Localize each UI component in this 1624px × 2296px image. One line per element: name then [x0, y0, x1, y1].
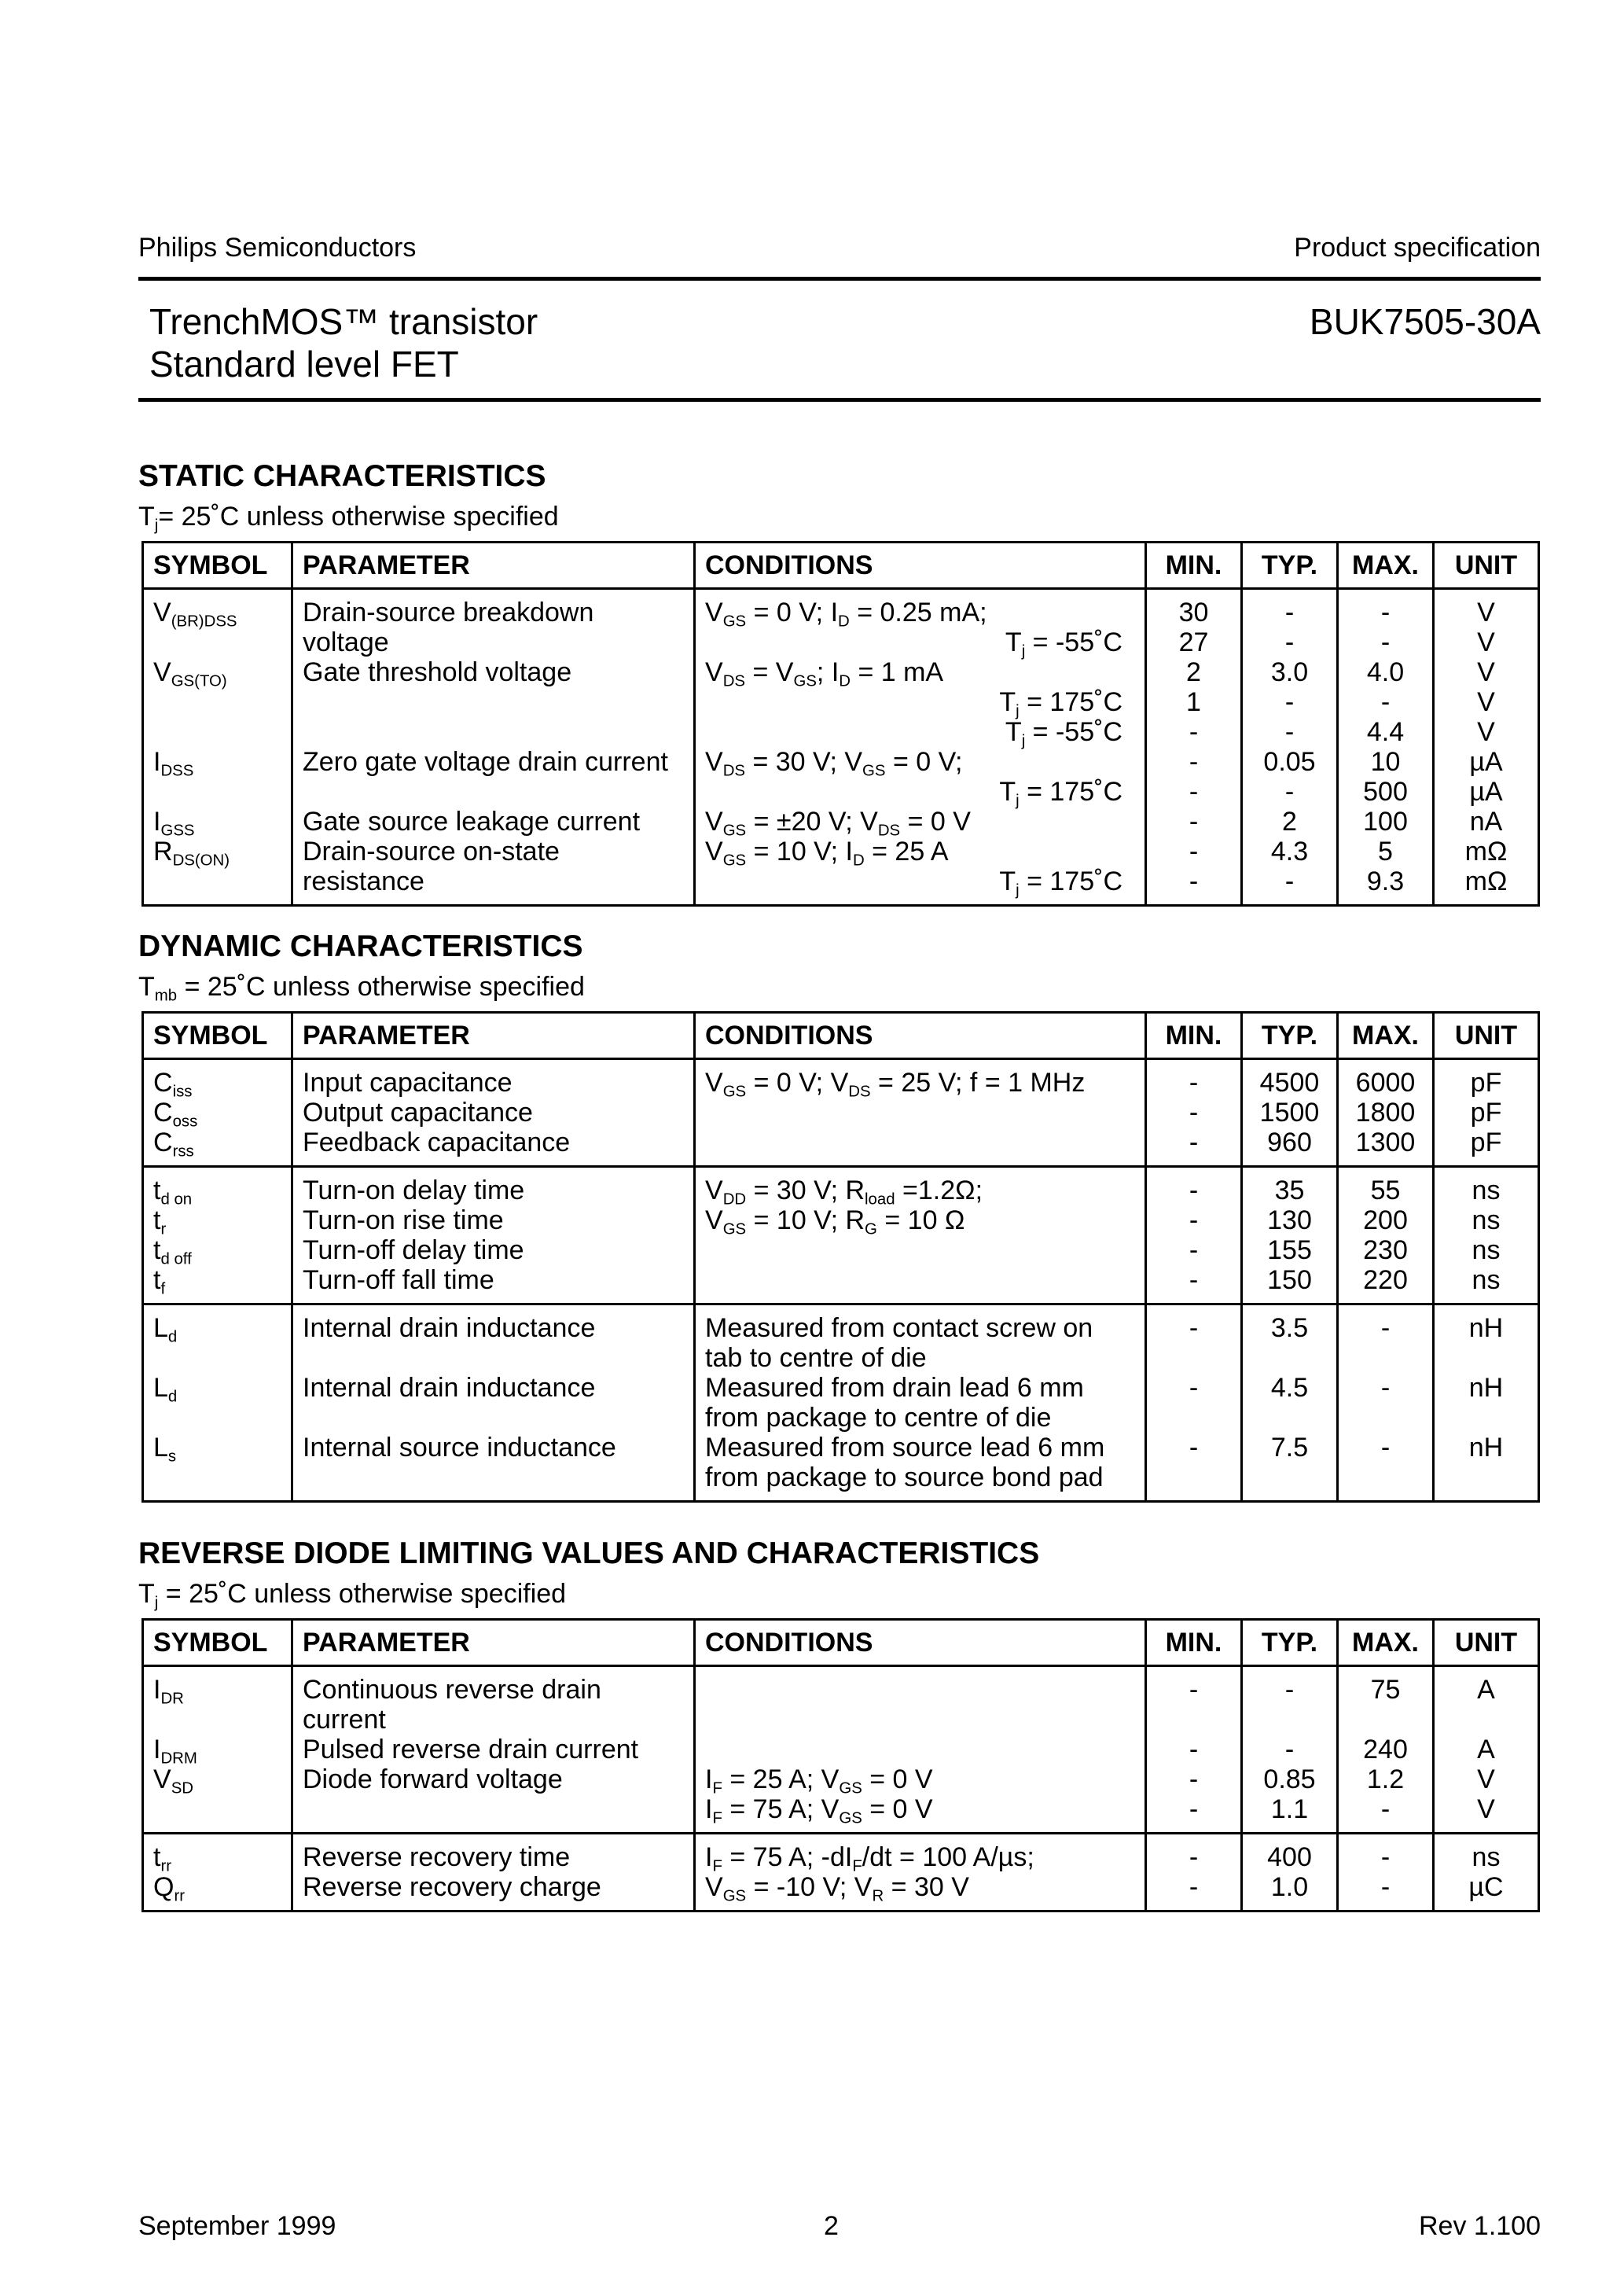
- conditions-cell: $I_F = 75$ A; $V_{GS} = 0$ V: [695, 1794, 1146, 1834]
- min-cell: -: [1146, 777, 1242, 807]
- conditions-cell: from package to source bond pad: [695, 1463, 1146, 1502]
- unit-cell: mΩ: [1434, 837, 1539, 867]
- typ-cell: [1242, 1705, 1338, 1735]
- table-row: [143, 1205, 1539, 1235]
- table-row: [143, 1167, 1539, 1206]
- max-cell: 75: [1338, 1666, 1434, 1705]
- static-section-title: STATIC CHARACTERISTICS: [138, 459, 546, 493]
- unit-cell: [1434, 1403, 1539, 1433]
- min-cell: -: [1146, 867, 1242, 906]
- symbol-cell: $V_{SD}$: [143, 1764, 292, 1794]
- col-symbol: SYMBOL: [143, 1620, 292, 1666]
- table-row: [143, 1304, 1539, 1344]
- typ-cell: 4500: [1242, 1059, 1338, 1098]
- symbol-cell: $L_d$: [143, 1304, 292, 1344]
- min-cell: -: [1146, 1794, 1242, 1834]
- symbol-cell: $I_{DRM}$: [143, 1735, 292, 1764]
- parameter-cell: Reverse recovery charge: [292, 1872, 695, 1911]
- symbol-cell: [143, 717, 292, 747]
- parameter-cell: Feedback capacitance: [292, 1128, 695, 1167]
- parameter-cell: resistance: [292, 867, 695, 906]
- diode-section-title: REVERSE DIODE LIMITING VALUES AND CHARACTERISTICS: [138, 1536, 1040, 1570]
- parameter-cell: Internal drain inductance: [292, 1304, 695, 1344]
- table-header-row: [143, 543, 1539, 589]
- max-cell: [1338, 1463, 1434, 1502]
- parameter-cell: Output capacitance: [292, 1098, 695, 1128]
- symbol-cell: $I_{DR}$: [143, 1666, 292, 1705]
- table-row: [143, 777, 1539, 807]
- unit-cell: mΩ: [1434, 867, 1539, 906]
- min-cell: -: [1146, 837, 1242, 867]
- unit-cell: nH: [1434, 1304, 1539, 1344]
- min-cell: -: [1146, 1205, 1242, 1235]
- footer-revision: Rev 1.100: [1419, 2211, 1541, 2241]
- unit-cell: ns: [1434, 1834, 1539, 1873]
- table-row: [143, 717, 1539, 747]
- symbol-cell: [143, 777, 292, 807]
- table-row: [143, 1235, 1539, 1265]
- max-cell: 9.3: [1338, 867, 1434, 906]
- table-row: [143, 1794, 1539, 1834]
- conditions-cell: $I_F = 75$ A; $-dI_F/dt = 100$ A/µs;: [695, 1834, 1146, 1873]
- unit-cell: [1434, 1463, 1539, 1502]
- min-cell: -: [1146, 1373, 1242, 1403]
- diode-note: $T_j$ = 25˚C unless otherwise specified: [138, 1579, 567, 1612]
- col-typ: TYP.: [1242, 1013, 1338, 1059]
- min-cell: [1146, 1705, 1242, 1735]
- unit-cell: V: [1434, 687, 1539, 717]
- parameter-cell: [292, 1403, 695, 1433]
- conditions-cell: from package to centre of die: [695, 1403, 1146, 1433]
- dynamic-note-text: = 25˚C unless otherwise specified: [184, 972, 585, 1002]
- table-row: [143, 1098, 1539, 1128]
- conditions-cell: $T_j$ = 175˚C: [695, 777, 1146, 807]
- unit-cell: V: [1434, 657, 1539, 687]
- min-cell: -: [1146, 1666, 1242, 1705]
- max-cell: 240: [1338, 1735, 1434, 1764]
- symbol-cell: $C_{rss}$: [143, 1128, 292, 1167]
- parameter-cell: [292, 1463, 695, 1502]
- dynamic-note: $T_{mb}$ = 25˚C unless otherwise specified: [138, 972, 585, 1005]
- table-row: [143, 1834, 1539, 1873]
- unit-cell: V: [1434, 589, 1539, 628]
- typ-cell: 1.1: [1242, 1794, 1338, 1834]
- unit-cell: V: [1434, 1764, 1539, 1794]
- max-cell: 5: [1338, 837, 1434, 867]
- min-cell: -: [1146, 1098, 1242, 1128]
- unit-cell: A: [1434, 1735, 1539, 1764]
- document-type: Product specification: [1294, 233, 1541, 263]
- conditions-cell: $V_{GS} = \pm 20$ V; $V_{DS} = 0$ V: [695, 807, 1146, 837]
- max-cell: 1300: [1338, 1128, 1434, 1167]
- max-cell: -: [1338, 1433, 1434, 1463]
- conditions-cell: [695, 1735, 1146, 1764]
- table-row: [143, 1373, 1539, 1403]
- max-cell: [1338, 1403, 1434, 1433]
- typ-cell: 155: [1242, 1235, 1338, 1265]
- parameter-cell: Turn-off delay time: [292, 1235, 695, 1265]
- page-number: 2: [824, 2211, 839, 2241]
- typ-cell: 3.5: [1242, 1304, 1338, 1344]
- typ-cell: 0.05: [1242, 747, 1338, 777]
- dynamic-characteristics-table: [141, 1011, 1540, 1503]
- unit-cell: [1434, 1705, 1539, 1735]
- conditions-cell: $I_F = 25$ A; $V_{GS} = 0$ V: [695, 1764, 1146, 1794]
- conditions-cell: Measured from drain lead 6 mm: [695, 1373, 1146, 1403]
- symbol-cell: [143, 627, 292, 657]
- table-row: [143, 1735, 1539, 1764]
- unit-cell: ns: [1434, 1235, 1539, 1265]
- parameter-cell: Turn-off fall time: [292, 1265, 695, 1304]
- parameter-cell: Drain-source on-state: [292, 837, 695, 867]
- max-cell: 220: [1338, 1265, 1434, 1304]
- title-line-2: Standard level FET: [149, 344, 459, 385]
- max-cell: 1800: [1338, 1098, 1434, 1128]
- symbol-cell: $t_r$: [143, 1205, 292, 1235]
- min-cell: -: [1146, 1834, 1242, 1873]
- col-unit: UNIT: [1434, 1013, 1539, 1059]
- table-row: [143, 687, 1539, 717]
- max-cell: [1338, 1705, 1434, 1735]
- parameter-cell: Zero gate voltage drain current: [292, 747, 695, 777]
- table-row: [143, 837, 1539, 867]
- unit-cell: nH: [1434, 1373, 1539, 1403]
- conditions-cell: $V_{GS} = 0$ V; $I_D = 0.25$ mA;: [695, 589, 1146, 628]
- conditions-cell: [695, 1235, 1146, 1265]
- unit-cell: µA: [1434, 777, 1539, 807]
- typ-cell: 400: [1242, 1834, 1338, 1873]
- col-min: MIN.: [1146, 543, 1242, 589]
- table-row: [143, 589, 1539, 628]
- col-typ: TYP.: [1242, 1620, 1338, 1666]
- table-row: [143, 1128, 1539, 1167]
- min-cell: -: [1146, 1433, 1242, 1463]
- max-cell: -: [1338, 1872, 1434, 1911]
- max-cell: -: [1338, 627, 1434, 657]
- unit-cell: V: [1434, 1794, 1539, 1834]
- parameter-cell: Diode forward voltage: [292, 1764, 695, 1794]
- min-cell: 1: [1146, 687, 1242, 717]
- unit-cell: V: [1434, 627, 1539, 657]
- typ-cell: -: [1242, 589, 1338, 628]
- table-row: [143, 747, 1539, 777]
- max-cell: 200: [1338, 1205, 1434, 1235]
- parameter-cell: voltage: [292, 627, 695, 657]
- max-cell: -: [1338, 589, 1434, 628]
- static-note-text: = 25˚C unless otherwise specified: [158, 502, 559, 532]
- reverse-diode-table: [141, 1618, 1540, 1912]
- min-cell: 2: [1146, 657, 1242, 687]
- typ-cell: 0.85: [1242, 1764, 1338, 1794]
- parameter-cell: Drain-source breakdown: [292, 589, 695, 628]
- max-cell: 1.2: [1338, 1764, 1434, 1794]
- typ-cell: 960: [1242, 1128, 1338, 1167]
- symbol-cell: $C_{iss}$: [143, 1059, 292, 1098]
- conditions-cell: [695, 1666, 1146, 1705]
- col-unit: UNIT: [1434, 543, 1539, 589]
- unit-cell: ns: [1434, 1265, 1539, 1304]
- part-number: BUK7505-30A: [1309, 301, 1541, 342]
- conditions-cell: $V_{GS} = -10$ V; $V_R = 30$ V: [695, 1872, 1146, 1911]
- unit-cell: pF: [1434, 1098, 1539, 1128]
- typ-cell: [1242, 1403, 1338, 1433]
- typ-cell: 35: [1242, 1167, 1338, 1206]
- table-row: [143, 1872, 1539, 1911]
- symbol-cell: $Q_{rr}$: [143, 1872, 292, 1911]
- symbol-cell: [143, 1705, 292, 1735]
- typ-cell: -: [1242, 627, 1338, 657]
- symbol-cell: [143, 1794, 292, 1834]
- table-header-row: [143, 1013, 1539, 1059]
- conditions-cell: Measured from contact screw on: [695, 1304, 1146, 1344]
- max-cell: -: [1338, 1373, 1434, 1403]
- typ-cell: 130: [1242, 1205, 1338, 1235]
- unit-cell: ns: [1434, 1167, 1539, 1206]
- min-cell: -: [1146, 1167, 1242, 1206]
- max-cell: [1338, 1343, 1434, 1373]
- parameter-cell: Gate source leakage current: [292, 807, 695, 837]
- col-min: MIN.: [1146, 1620, 1242, 1666]
- min-cell: -: [1146, 717, 1242, 747]
- min-cell: [1146, 1343, 1242, 1373]
- min-cell: -: [1146, 1059, 1242, 1098]
- parameter-cell: Reverse recovery time: [292, 1834, 695, 1873]
- min-cell: [1146, 1403, 1242, 1433]
- table-row: [143, 1666, 1539, 1705]
- unit-cell: µC: [1434, 1872, 1539, 1911]
- min-cell: 30: [1146, 589, 1242, 628]
- diode-note-text: = 25˚C unless otherwise specified: [165, 1579, 567, 1609]
- conditions-cell: [695, 1128, 1146, 1167]
- max-cell: 100: [1338, 807, 1434, 837]
- table-header-row: [143, 1620, 1539, 1666]
- parameter-cell: Internal drain inductance: [292, 1373, 695, 1403]
- typ-cell: 7.5: [1242, 1433, 1338, 1463]
- parameter-cell: [292, 1343, 695, 1373]
- max-cell: 500: [1338, 777, 1434, 807]
- typ-cell: -: [1242, 687, 1338, 717]
- conditions-cell: tab to centre of die: [695, 1343, 1146, 1373]
- typ-cell: -: [1242, 777, 1338, 807]
- symbol-cell: $t_{d off}$: [143, 1235, 292, 1265]
- col-conditions: CONDITIONS: [695, 1620, 1146, 1666]
- min-cell: -: [1146, 1235, 1242, 1265]
- symbol-cell: [143, 1403, 292, 1433]
- symbol-cell: $L_d$: [143, 1373, 292, 1403]
- parameter-cell: Continuous reverse drain: [292, 1666, 695, 1705]
- symbol-cell: [143, 1463, 292, 1502]
- min-cell: -: [1146, 1735, 1242, 1764]
- parameter-cell: Internal source inductance: [292, 1433, 695, 1463]
- min-cell: -: [1146, 1265, 1242, 1304]
- symbol-cell: [143, 1343, 292, 1373]
- table-row: [143, 1705, 1539, 1735]
- typ-cell: 3.0: [1242, 657, 1338, 687]
- parameter-cell: [292, 1794, 695, 1834]
- conditions-cell: $T_j$ = -55˚C: [695, 627, 1146, 657]
- header-rule: [138, 277, 1541, 281]
- col-typ: TYP.: [1242, 543, 1338, 589]
- symbol-cell: $t_{d on}$: [143, 1167, 292, 1206]
- unit-cell: µA: [1434, 747, 1539, 777]
- typ-cell: 150: [1242, 1265, 1338, 1304]
- unit-cell: pF: [1434, 1128, 1539, 1167]
- table-row: [143, 807, 1539, 837]
- table-row: [143, 867, 1539, 906]
- parameter-cell: [292, 717, 695, 747]
- max-cell: -: [1338, 687, 1434, 717]
- parameter-cell: Gate threshold voltage: [292, 657, 695, 687]
- symbol-cell: $V_{GS(TO)}$: [143, 657, 292, 687]
- conditions-cell: $V_{DD} = 30$ V; $R_{load} =1.2\Omega$;: [695, 1167, 1146, 1206]
- typ-cell: [1242, 1463, 1338, 1502]
- table-row: [143, 657, 1539, 687]
- parameter-cell: [292, 777, 695, 807]
- symbol-cell: $C_{oss}$: [143, 1098, 292, 1128]
- typ-cell: -: [1242, 717, 1338, 747]
- conditions-cell: [695, 1705, 1146, 1735]
- table-row: [143, 1343, 1539, 1373]
- symbol-cell: $I_{DSS}$: [143, 747, 292, 777]
- max-cell: -: [1338, 1304, 1434, 1344]
- typ-cell: 1.0: [1242, 1872, 1338, 1911]
- typ-cell: -: [1242, 1735, 1338, 1764]
- symbol-cell: $L_s$: [143, 1433, 292, 1463]
- unit-cell: nH: [1434, 1433, 1539, 1463]
- parameter-cell: current: [292, 1705, 695, 1735]
- footer-date: September 1999: [138, 2211, 336, 2241]
- max-cell: 4.0: [1338, 657, 1434, 687]
- unit-cell: [1434, 1343, 1539, 1373]
- table-row: [143, 1265, 1539, 1304]
- symbol-cell: $V_{(BR)DSS}$: [143, 589, 292, 628]
- col-max: MAX.: [1338, 543, 1434, 589]
- typ-cell: 2: [1242, 807, 1338, 837]
- col-min: MIN.: [1146, 1013, 1242, 1059]
- symbol-cell: [143, 687, 292, 717]
- min-cell: -: [1146, 807, 1242, 837]
- typ-cell: -: [1242, 867, 1338, 906]
- company-name: Philips Semiconductors: [138, 233, 417, 263]
- conditions-cell: [695, 1265, 1146, 1304]
- min-cell: -: [1146, 1872, 1242, 1911]
- max-cell: 10: [1338, 747, 1434, 777]
- unit-cell: nA: [1434, 807, 1539, 837]
- min-cell: -: [1146, 1128, 1242, 1167]
- conditions-cell: $V_{GS} = 10$ V; $R_G = 10$ Ω: [695, 1205, 1146, 1235]
- col-conditions: CONDITIONS: [695, 1013, 1146, 1059]
- table-row: [143, 1463, 1539, 1502]
- conditions-cell: $V_{GS} = 10$ V; $I_D = 25$ A: [695, 837, 1146, 867]
- unit-cell: pF: [1434, 1059, 1539, 1098]
- unit-cell: A: [1434, 1666, 1539, 1705]
- parameter-cell: Turn-on delay time: [292, 1167, 695, 1206]
- col-parameter: PARAMETER: [292, 1620, 695, 1666]
- symbol-cell: $R_{DS(ON)}$: [143, 837, 292, 867]
- max-cell: 230: [1338, 1235, 1434, 1265]
- conditions-cell: $V_{DS} = 30$ V; $V_{GS} = 0$ V;: [695, 747, 1146, 777]
- conditions-cell: $T_j$ = 175˚C: [695, 867, 1146, 906]
- title-line-1: TrenchMOS™ transistor: [149, 301, 538, 342]
- col-max: MAX.: [1338, 1620, 1434, 1666]
- min-cell: 27: [1146, 627, 1242, 657]
- table-row: [143, 627, 1539, 657]
- min-cell: -: [1146, 1304, 1242, 1344]
- parameter-cell: Pulsed reverse drain current: [292, 1735, 695, 1764]
- table-row: [143, 1433, 1539, 1463]
- max-cell: -: [1338, 1794, 1434, 1834]
- symbol-cell: $t_f$: [143, 1265, 292, 1304]
- max-cell: 55: [1338, 1167, 1434, 1206]
- typ-cell: 4.5: [1242, 1373, 1338, 1403]
- col-parameter: PARAMETER: [292, 543, 695, 589]
- conditions-cell: $V_{DS} = V_{GS}$; $I_D = 1$ mA: [695, 657, 1146, 687]
- min-cell: [1146, 1463, 1242, 1502]
- max-cell: -: [1338, 1834, 1434, 1873]
- typ-cell: 4.3: [1242, 837, 1338, 867]
- table-row: [143, 1059, 1539, 1098]
- parameter-cell: Turn-on rise time: [292, 1205, 695, 1235]
- typ-cell: -: [1242, 1666, 1338, 1705]
- col-symbol: SYMBOL: [143, 543, 292, 589]
- symbol-cell: [143, 867, 292, 906]
- conditions-cell: $T_j$ = -55˚C: [695, 717, 1146, 747]
- unit-cell: ns: [1434, 1205, 1539, 1235]
- col-conditions: CONDITIONS: [695, 543, 1146, 589]
- table-row: [143, 1764, 1539, 1794]
- parameter-cell: [292, 687, 695, 717]
- conditions-cell: $V_{GS} = 0$ V; $V_{DS} = 25$ V; f = 1 MHz: [695, 1059, 1146, 1098]
- symbol-cell: $I_{GSS}$: [143, 807, 292, 837]
- col-max: MAX.: [1338, 1013, 1434, 1059]
- min-cell: -: [1146, 1764, 1242, 1794]
- conditions-cell: [695, 1098, 1146, 1128]
- col-parameter: PARAMETER: [292, 1013, 695, 1059]
- col-unit: UNIT: [1434, 1620, 1539, 1666]
- unit-cell: V: [1434, 717, 1539, 747]
- col-symbol: SYMBOL: [143, 1013, 292, 1059]
- max-cell: 4.4: [1338, 717, 1434, 747]
- conditions-cell: $T_j$ = 175˚C: [695, 687, 1146, 717]
- static-characteristics-table: [141, 541, 1540, 907]
- dynamic-section-title: DYNAMIC CHARACTERISTICS: [138, 929, 583, 963]
- conditions-cell: Measured from source lead 6 mm: [695, 1433, 1146, 1463]
- static-note: $T_j=$ 25˚C unless otherwise specified: [138, 502, 559, 535]
- symbol-cell: $t_{rr}$: [143, 1834, 292, 1873]
- title-rule: [138, 398, 1541, 402]
- max-cell: 6000: [1338, 1059, 1434, 1098]
- typ-cell: [1242, 1343, 1338, 1373]
- table-row: [143, 1403, 1539, 1433]
- typ-cell: 1500: [1242, 1098, 1338, 1128]
- parameter-cell: Input capacitance: [292, 1059, 695, 1098]
- min-cell: -: [1146, 747, 1242, 777]
- page-title: [149, 300, 538, 385]
